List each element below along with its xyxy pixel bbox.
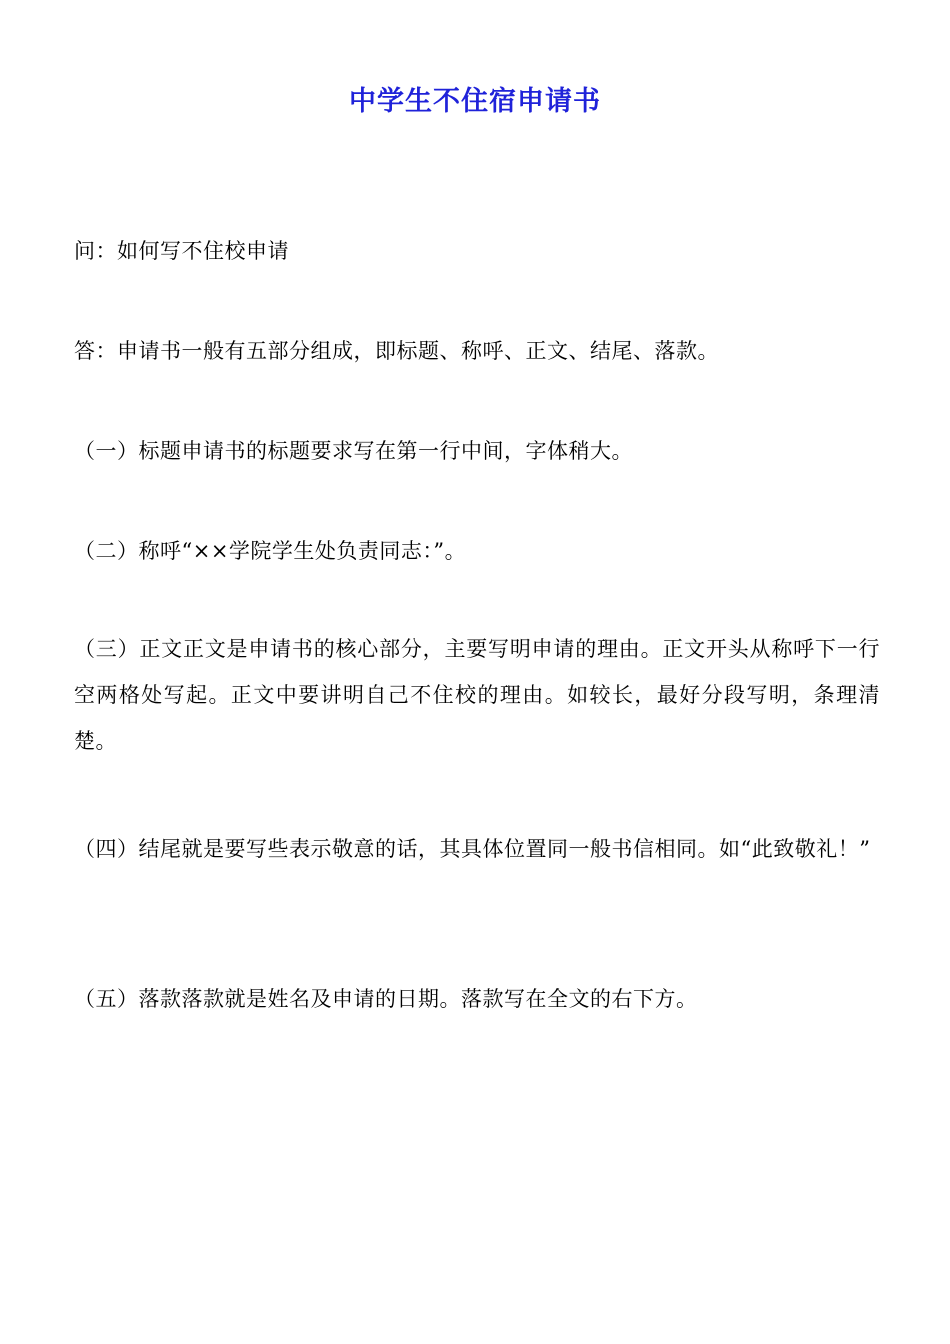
section-closing-paragraph: （四）结尾就是要写些表示敬意的话，其具体位置同一般书信相同。如“此致敬礼！” [74,837,871,861]
section-signature-paragraph: （五）落款落款就是姓名及申请的日期。落款写在全文的右下方。 [74,987,698,1011]
question-paragraph: 问：如何写不住校申请 [74,239,289,263]
answer-paragraph: 答：申请书一般有五部分组成，即标题、称呼、正文、结尾、落款。 [74,339,719,363]
document-title: 中学生不住宿申请书 [349,86,601,117]
section-title-paragraph: （一）标题申请书的标题要求写在第一行中间，字体稍大。 [74,439,633,463]
section-salutation-paragraph: （二）称呼“××学院学生处负责同志：”。 [74,539,467,563]
section-body-paragraph: （三）正文正文是申请书的核心部分，主要写明申请的理由。正文开头从称呼下一行空两格处写起。正文中要讲明自己不住校的理由。如较长，最好分段写明，条理清楚。 [74,637,880,753]
